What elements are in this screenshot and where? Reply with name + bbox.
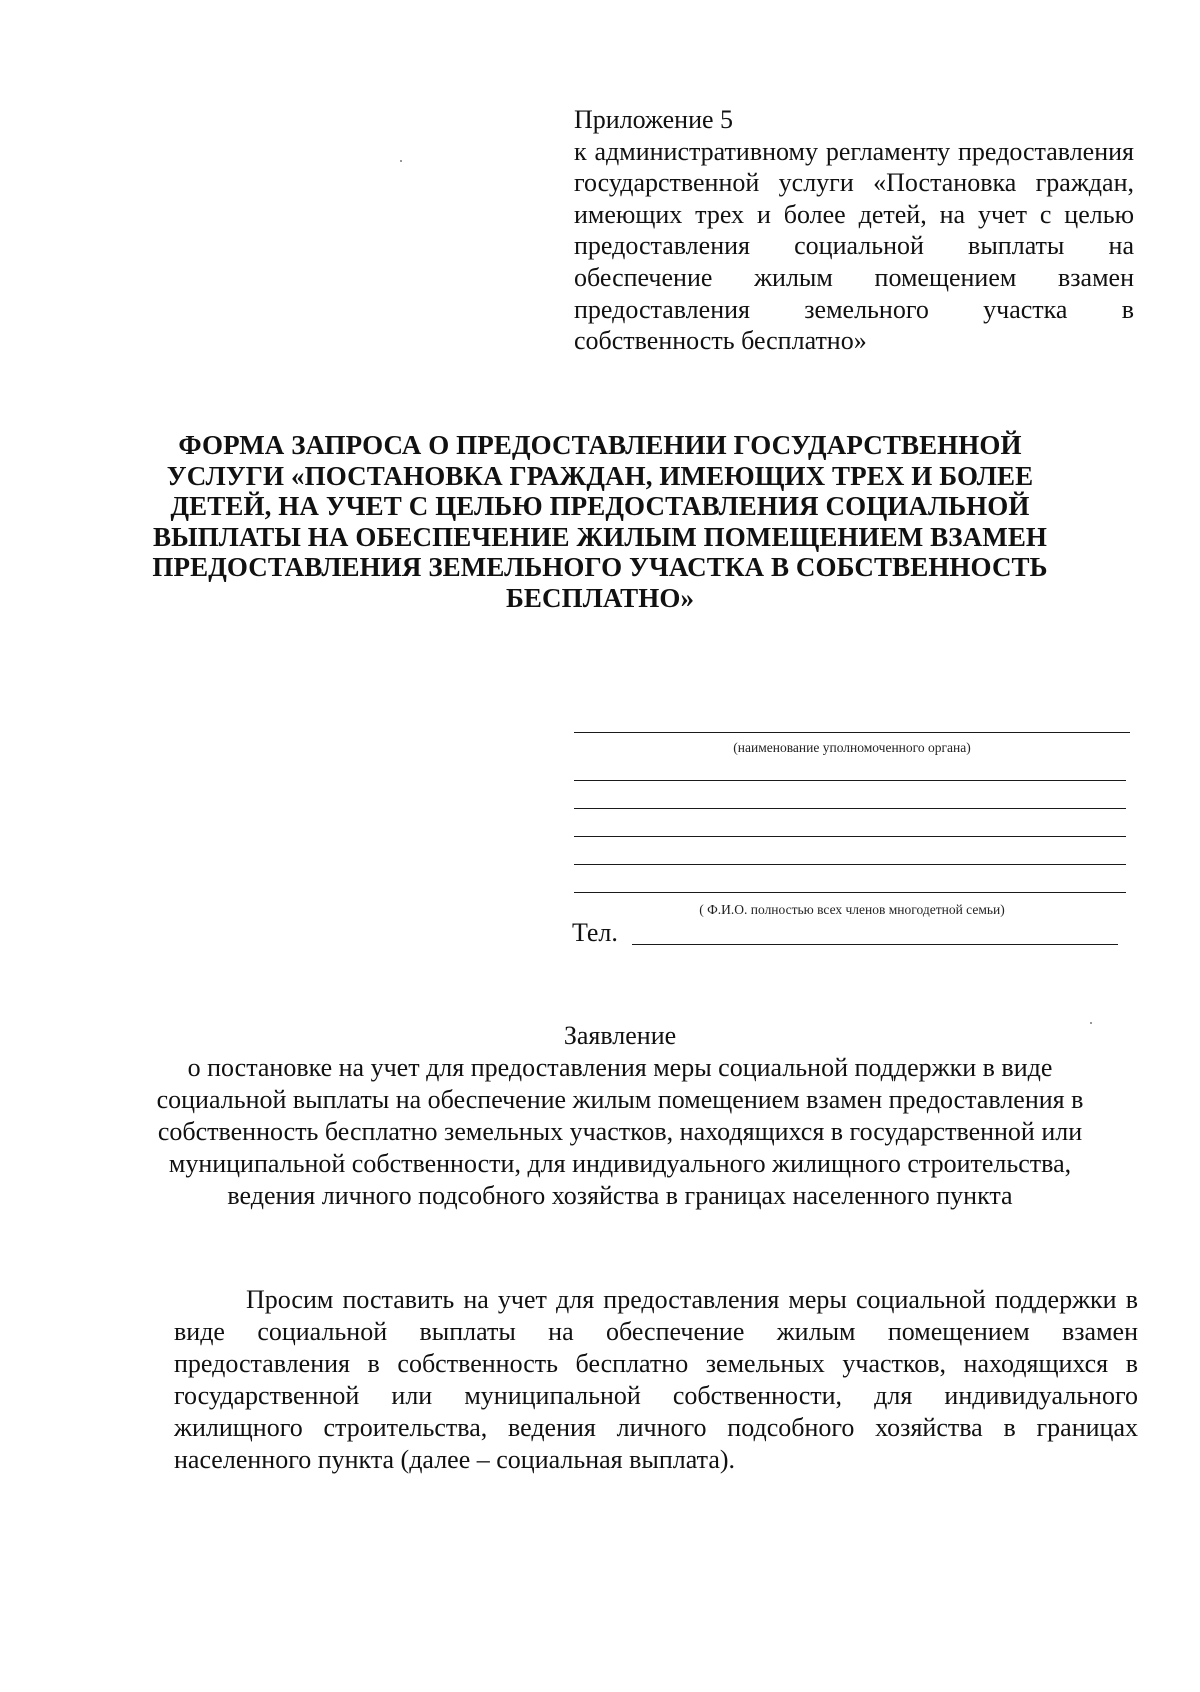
appendix-block: [574, 104, 1134, 357]
tel-label: Тел.: [572, 918, 618, 947]
appendix-body: к административному регламенту предоставления государственной услуги «Постановка граждан, имеющих трех и более детей, на учет с целью предоставления социальной выплаты на обеспечение жилым помещением взамен предоставления земельного участка в собственность бесплатно»: [574, 136, 1134, 356]
family-line-3[interactable]: [574, 836, 1126, 837]
application-title: Заявление: [563, 1021, 677, 1050]
family-line-4[interactable]: [574, 864, 1126, 865]
application-heading: [150, 1020, 1090, 1212]
family-line-5[interactable]: [574, 892, 1126, 893]
tel-line[interactable]: [632, 944, 1118, 945]
family-line-1[interactable]: [574, 780, 1126, 781]
family-caption: ( Ф.И.О. полностью всех членов многодетной семьи): [699, 902, 1005, 917]
family-line-2[interactable]: [574, 808, 1126, 809]
appendix-title: Приложение 5: [574, 105, 734, 134]
scan-speck: [1090, 1022, 1092, 1024]
authority-caption: (наименование уполномоченного органа): [733, 740, 971, 755]
application-subtitle: о постановке на учет для предоставления меры социальной поддержки в виде социальной выплаты на обеспечение жилым помещением взамен предоставления в собственность бесплатно земельных участков, находящихся в государственной или муниципальной собственности, для индивидуального жилищного строительства, ведения личного подсобного хозяйства в границах населенного пункта: [156, 1053, 1084, 1210]
authority-line[interactable]: [574, 732, 1130, 733]
scan-speck: [400, 160, 402, 162]
form-title: ФОРМА ЗАПРОСА О ПРЕДОСТАВЛЕНИИ ГОСУДАРСТВЕННОЙ УСЛУГИ «ПОСТАНОВКА ГРАЖДАН, ИМЕЮЩИХ ТРЕХ И БОЛЕЕ ДЕТЕЙ, НА УЧЕТ С ЦЕЛЬЮ ПРЕДОСТАВЛЕНИЯ СОЦИАЛЬНОЙ ВЫПЛАТЫ НА ОБЕСПЕЧЕНИЕ ЖИЛЫМ ПОМЕЩЕНИЕМ ВЗАМЕН ПРЕДОСТАВЛЕНИЯ ЗЕМЕЛЬНОГО УЧАСТКА В СОБСТВЕННОСТЬ БЕСПЛАТНО»: [152, 430, 1048, 613]
application-body: Просим поставить на учет для предоставления меры социальной поддержки в виде социальной выплаты на обеспечение жилым помещением взамен предоставления в собственность бесплатно земельных участков, находящихся в государственной или муниципальной собственности, для индивидуального жилищного строительства, ведения личного подсобного хозяйства в границах населенного пункта (далее – социальная выплата).: [174, 1285, 1138, 1474]
